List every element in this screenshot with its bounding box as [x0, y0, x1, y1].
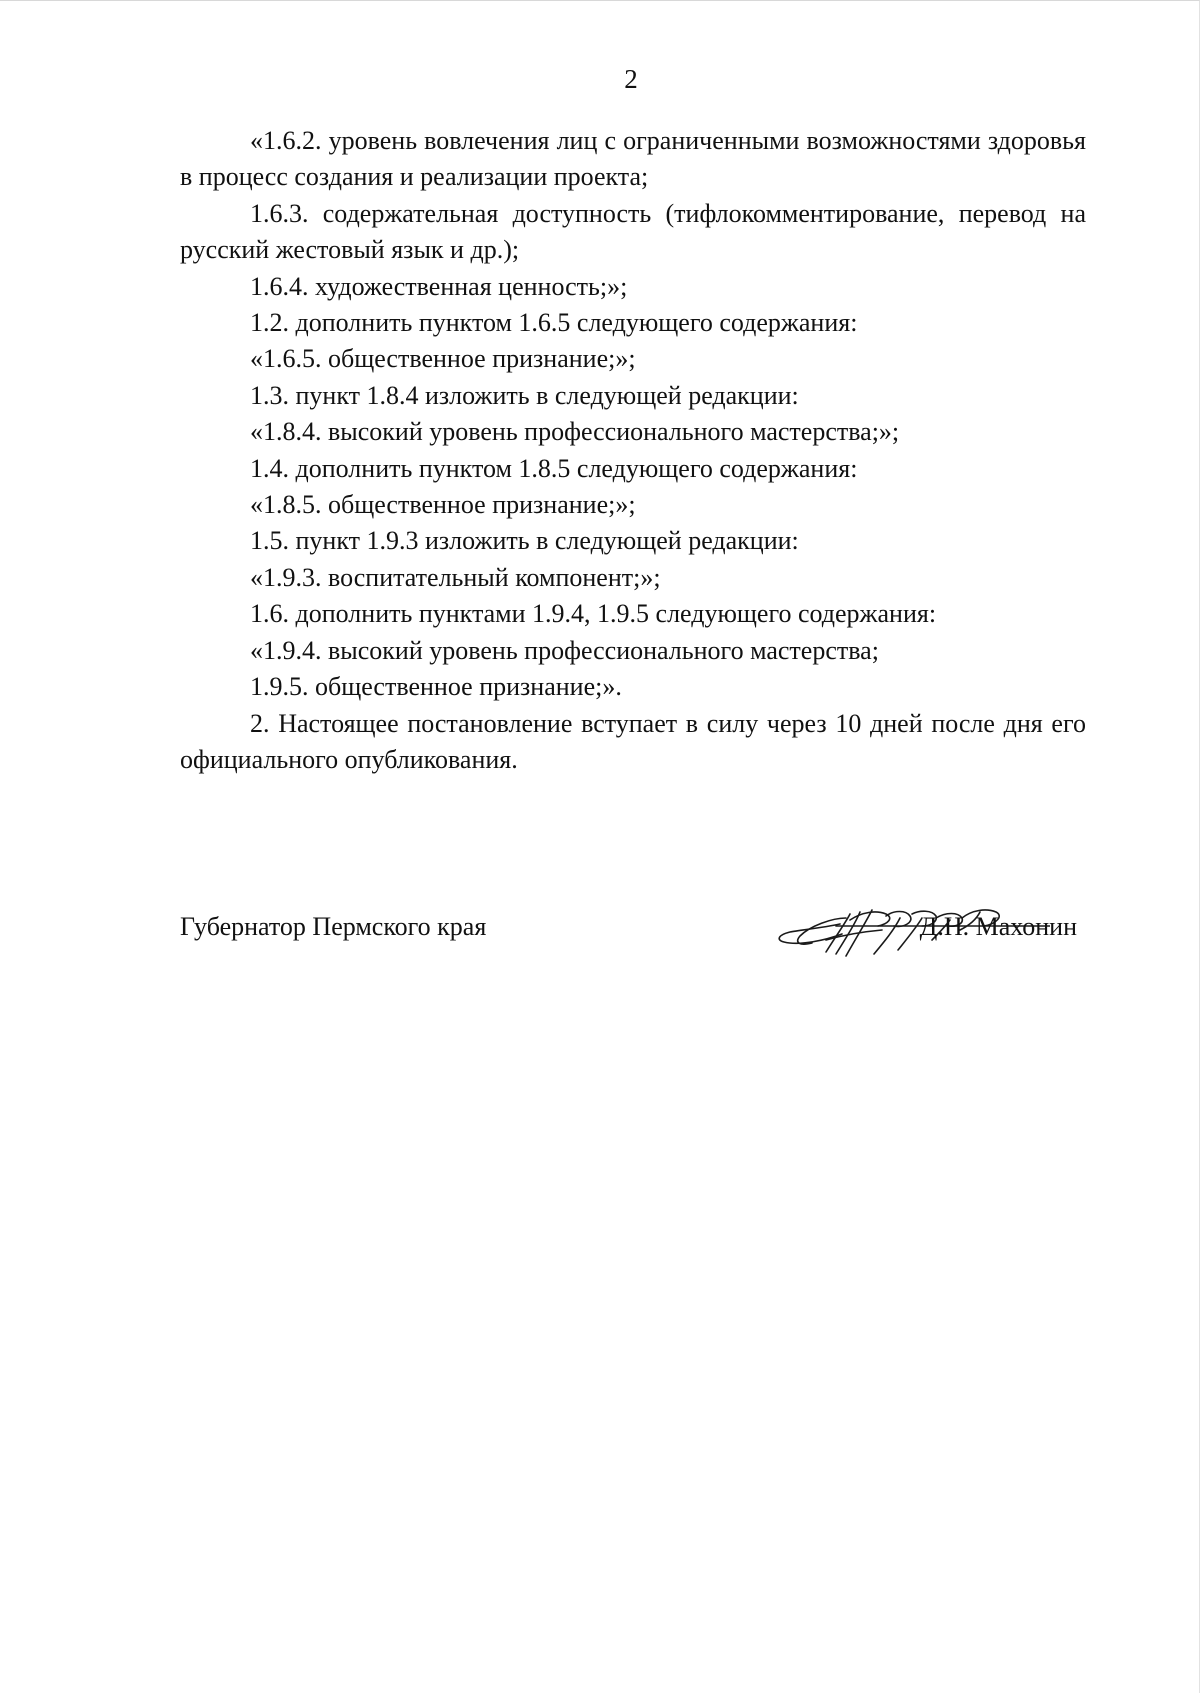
page-number: 2	[624, 64, 638, 94]
paragraph-1-8-5: «1.8.5. общественное признание;»;	[250, 490, 636, 520]
paragraph-effective-date: 2. Настоящее постановление вступает в силу через 10 дней после дня его официального опубликования.	[180, 708, 1086, 774]
signatory-name: Д.Н. Махонин	[919, 912, 1077, 941]
paragraph-1-6-2: «1.6.2. уровень вовлечения лиц с ограниченными возможностями здоровья в процесс создания и реализации проекта;	[180, 126, 1086, 192]
paragraph-1-9-3: «1.9.3. воспитательный компонент;»;	[250, 562, 661, 592]
document-body	[180, 123, 1086, 778]
signatory-position: Губернатор Пермского края	[180, 912, 487, 941]
paragraph-amend-1-5: 1.5. пункт 1.9.3 изложить в следующей редакции:	[250, 526, 799, 556]
paragraph-amend-1-2: 1.2. дополнить пунктом 1.6.5 следующего содержания:	[250, 308, 858, 338]
paragraph-1-8-4: «1.8.4. высокий уровень профессионального мастерства;»;	[250, 417, 900, 447]
paragraph-amend-1-6: 1.6. дополнить пунктами 1.9.4, 1.9.5 следующего содержания:	[250, 599, 937, 629]
paragraph-amend-1-4: 1.4. дополнить пунктом 1.8.5 следующего содержания:	[250, 453, 858, 483]
signature-block	[180, 896, 1080, 966]
paragraph-amend-1-3: 1.3. пункт 1.8.4 изложить в следующей редакции:	[250, 380, 799, 410]
paragraph-1-9-5: 1.9.5. общественное признание;».	[250, 672, 622, 702]
paragraph-1-6-5: «1.6.5. общественное признание;»;	[250, 344, 636, 374]
paragraph-1-6-3: 1.6.3. содержательная доступность (тифлокомментирование, перевод на русский жестовый язык и др.);	[180, 198, 1086, 265]
paragraph-1-6-4: 1.6.4. художественная ценность;»;	[250, 271, 628, 301]
paragraph-1-9-4: «1.9.4. высокий уровень профессионального мастерства;	[250, 635, 879, 665]
